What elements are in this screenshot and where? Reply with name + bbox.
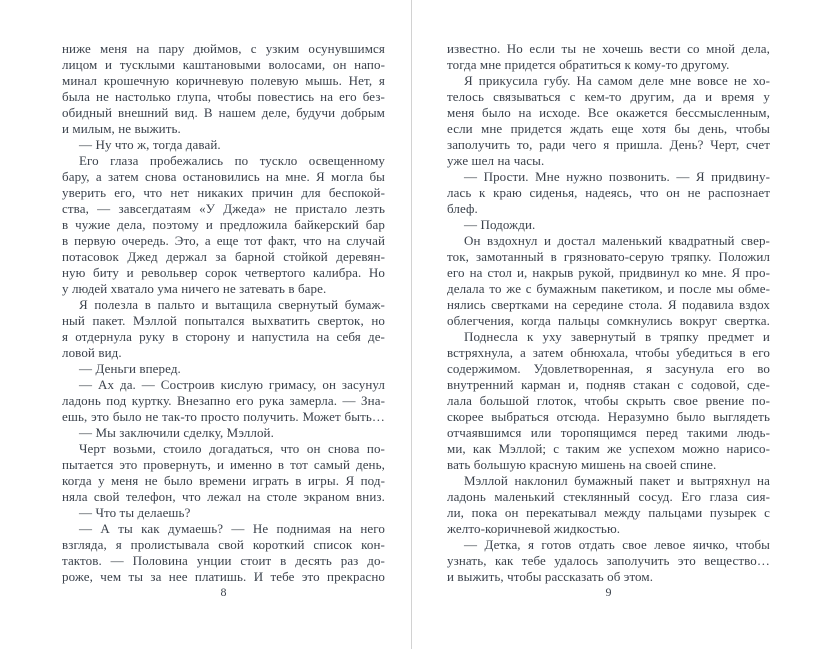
text-line: у людей хватало ума ничего не затевать в баре. [62, 281, 327, 296]
text-line: ли, пока он перекатывал между пальцами пузырек с [447, 505, 770, 520]
text-line: заполучить то, ради чего я пришла. День? Черт, счет [447, 137, 770, 152]
text-line: — Прости. Мне нужно позвонить. — Я придвину- [464, 169, 770, 184]
text-line: Поднесла к уху завернутый в тряпку предмет и [464, 329, 770, 344]
text-line: в чужие дела, поэтому и предложила байкерский бар [62, 217, 385, 232]
text-line: ток, замотанный в грязновато-серую тряпку. Положил [447, 249, 770, 264]
text-line: скорее выбраться отсюда. Неразумно было выглядеть [447, 409, 770, 424]
text-line: лала большой глоток, чтобы скрыть свое рвение по- [447, 393, 770, 408]
text-line: нялись свертками на середине стола. Я подавила вздох [447, 297, 770, 312]
text-line: — Ну что ж, тогда давай. [79, 137, 221, 152]
text-line: его на стол и, накрыв рукой, придвинул ко мне. Я про- [447, 265, 770, 280]
text-line: — Ах да. — Состроив кислую гримасу, он засунул [79, 377, 385, 392]
text-line: тогда мне придется обратиться к кому-то другому. [447, 57, 730, 72]
text-line: бару, а затем снова остановились на мне. Я могла бы [62, 169, 385, 184]
page-right-text [447, 41, 770, 585]
text-line: минал крошечную коричневую полевую мышь. Нет, я [62, 73, 385, 88]
text-line: роже, чем ты за нее платишь. И тебе это прекрасно [62, 569, 385, 584]
text-line: уверить его, что нет никаких причин для беспокой- [62, 185, 385, 200]
text-line: уже шел на часы. [447, 153, 545, 168]
text-line: потасовок Джед держал за барной стойкой деревян- [62, 249, 385, 264]
text-line: обидный внешний вид. В нашем деле, будучи добрым [62, 105, 385, 120]
text-line: няла свой телефон, что лежал на столе экраном вниз. [62, 489, 385, 504]
text-line: телось связываться с кем-то другим, да и время у [447, 89, 770, 104]
text-line: когда у меня не было времени играть в игры. Я под- [62, 473, 385, 488]
text-line: — Деньги вперед. [79, 361, 181, 376]
text-line: меня было на исходе. Все окажется бессмысленным, [447, 105, 770, 120]
text-line: встряхнула, а затем обнюхала, чтобы убедиться в его [447, 345, 770, 360]
text-line: тактов. — Половина унции стоит в десять раз до- [62, 553, 385, 568]
text-line: блеф. [447, 201, 478, 216]
text-line: ниже меня на пару дюймов, с узким осунувшимся [62, 41, 385, 56]
text-line: известно. Но если ты не хочешь вести со мной дела, [447, 41, 770, 56]
text-line: ладонь маленький стеклянный сосуд. Его глаза сия- [447, 489, 770, 504]
text-line: облегчения, когда пальцы сомкнулись вокруг свертка. [447, 313, 770, 328]
text-line: я отдернула руку в сторону и напустила на себя де- [62, 329, 385, 344]
page-number-left: 8 [220, 585, 227, 599]
text-line: — Что ты делаешь? [79, 505, 191, 520]
text-line: взгляда, я пролистывала свой короткий список кон- [62, 537, 385, 552]
text-line: ми, как Мэллой; с таким же успехом можно нарисо- [447, 441, 770, 456]
text-line: — Мы заключили сделку, Мэллой. [79, 425, 274, 440]
text-line: ладонь под куртку. Внезапно его рука замерла. — Зна- [62, 393, 385, 408]
text-line: Я прикусила губу. На самом деле мне вовсе не хо- [464, 73, 770, 88]
text-line: — Подожди. [464, 217, 536, 232]
text-line: ную биту и револьвер сорок четвертого калибра. Но [62, 265, 385, 280]
text-line: Мэллой наклонил бумажный пакет и вытряхнул на [464, 473, 770, 488]
page-number-right: 9 [605, 585, 612, 599]
text-line: Он вздохнул и достал маленький квадратный свер- [464, 233, 770, 248]
page-right[interactable] [412, 0, 820, 649]
text-line: ный пакет. Мэллой попытался выхватить сверток, но [62, 313, 385, 328]
text-line: делала то же с бумажным пакетиком, и после мы обме- [447, 281, 770, 296]
text-line: ешь, это было не так-то просто получить. Может быть… [62, 409, 385, 424]
text-line: содержимом. Удовлетворенная, я засунула его во [447, 361, 770, 376]
text-line: и милым, не выжить. [62, 121, 181, 136]
text-line: лицом и тусклыми каштановыми волосами, он напо- [62, 57, 385, 72]
text-line: если мне придется ждать еще хотя бы день, чтобы [447, 121, 770, 136]
text-line: желто-коричневой жидкостью. [447, 521, 621, 536]
page-left-text [62, 41, 385, 585]
text-line: внутренний карман и, подняв стакан с содовой, сде- [447, 377, 770, 392]
text-line: Его глаза пробежались по тускло освещенному [79, 153, 385, 168]
text-line: Черт возьми, стоило догадаться, что он снова по- [79, 441, 385, 456]
text-line: была не настолько глупа, чтобы повестись на его без- [62, 89, 385, 104]
text-line: в первую очередь. Это, а еще тот факт, что на случай [62, 233, 385, 248]
text-line: ловой вид. [62, 345, 122, 360]
text-line: и выжить, чтобы рассказать об этом. [447, 569, 654, 584]
text-line: лась к краю сиденья, надеясь, что он не распознает [447, 185, 770, 200]
text-line: вать большую красную мишень на своей спине. [447, 457, 717, 472]
text-line: — Детка, я готов отдать свое левое яичко, чтобы [464, 537, 770, 552]
text-line: пытается это провернуть, и именно в тот самый день, [62, 457, 385, 472]
text-line: Я полезла в пальто и вытащила свернутый бумаж- [79, 297, 385, 312]
text-line: ства, — завсегдатаям «У Джеда» не пристало лезть [62, 201, 385, 216]
text-line: отчаявшимся или торопящимся перед такими людь- [447, 425, 770, 440]
text-line: — А ты как думаешь? — Не поднимая на него [79, 521, 385, 536]
text-line: узнать, как тебе удалось заполучить это вещество… [447, 553, 770, 568]
